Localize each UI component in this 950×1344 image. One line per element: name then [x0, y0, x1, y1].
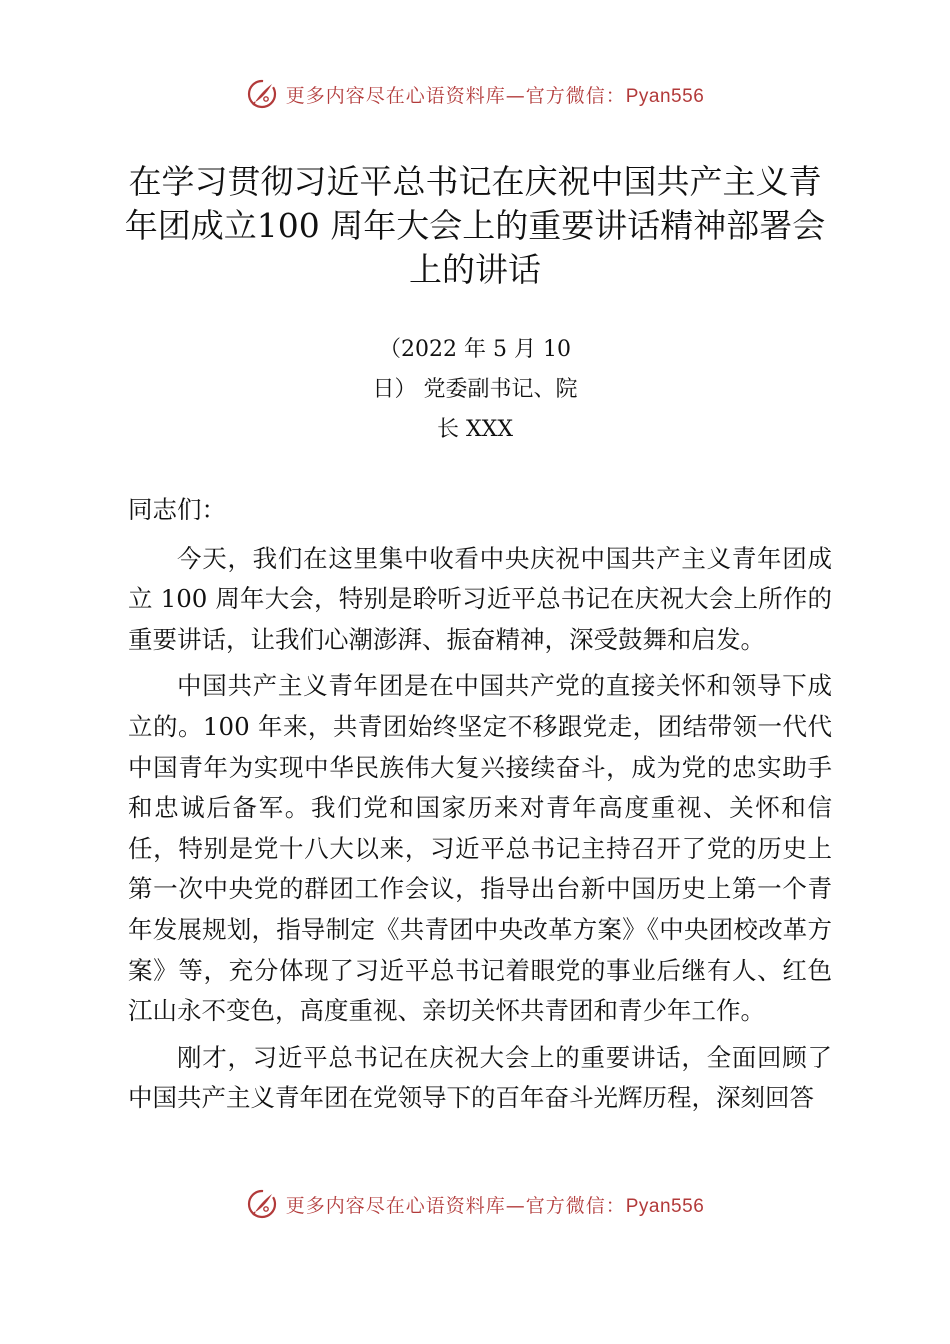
footer-wechat-id: Pyan556 — [625, 1195, 705, 1217]
date-author-block — [300, 330, 650, 450]
footer-banner-label: 更多内容尽在心语资料库—官方微信： — [285, 1194, 626, 1217]
salutation: 同志们： — [128, 495, 226, 524]
footer-banner — [0, 1184, 950, 1224]
document-body — [128, 490, 832, 1125]
body-paragraph: 中国共产主义青年团是在中国共产党的直接关怀和领导下成立的。100 年来，共青团始终坚定不移跟党走，团结带领一代代中国青年为实现中华民族伟大复兴接续奋斗，成为党的忠实助手和忠诚后备军。我们党和国家历来对青年高度重视、关怀和信任，特别是党十八大以来，习近平总书记主持召开了党的历史上第一次中央党的群团工作会议，指导出台新中国历史上第一个青年发展规划，指导制定《共青团中央改革方案》《中央团校改革方案》等，充分体现了习近平总书记着眼党的事业后继有人、红色江山永不变色，高度重视、亲切关怀共青团和青少年工作。 — [128, 671, 832, 1026]
header-banner — [0, 74, 950, 114]
quill-circle-logo-icon — [246, 1188, 278, 1220]
body-paragraph: 刚才，习近平总书记在庆祝大会上的重要讲话，全面回顾了中国共产主义青年团在党领导下的百年奋斗光辉历程，深刻回答 — [128, 1042, 832, 1113]
meta-line-2: 日） 党委副书记、院 — [372, 377, 578, 402]
header-banner-text — [286, 81, 705, 108]
quill-circle-logo-icon — [246, 78, 278, 110]
header-wechat-id: Pyan556 — [625, 85, 705, 107]
document-title: 在学习贯彻习近平总书记在庆祝中国共产主义青年团成立100 周年大会上的重要讲话精神部署会上的讲话 — [124, 162, 826, 289]
meta-line-1: （2022 年 5 月 10 — [379, 337, 571, 362]
meta-line-3: 长 XXX — [437, 417, 513, 442]
footer-banner-text — [286, 1191, 705, 1218]
body-paragraph: 今天，我们在这里集中收看中央庆祝中国共产主义青年团成立 100 周年大会，特别是聆听习近平总书记在庆祝大会上所作的重要讲话，让我们心潮澎湃、振奋精神，深受鼓舞和启发。 — [128, 543, 832, 654]
header-banner-label: 更多内容尽在心语资料库—官方微信： — [285, 84, 626, 107]
